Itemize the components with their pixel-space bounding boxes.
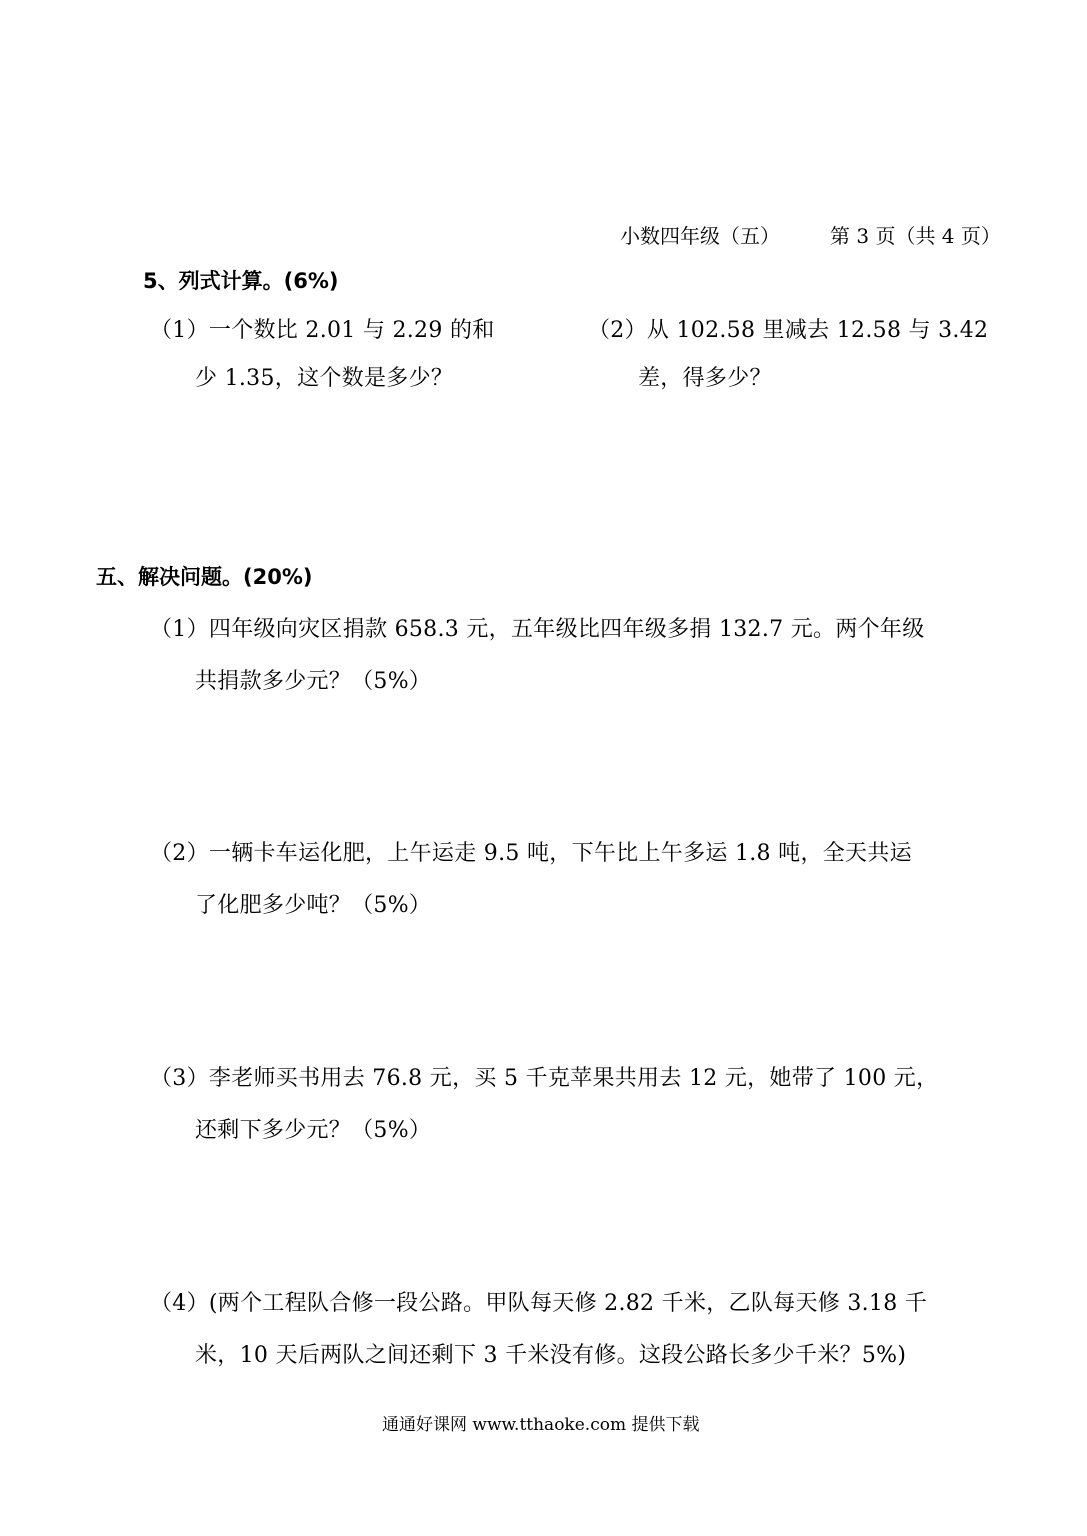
problem-3-line-1: （3）李老师买书用去 76.8 元，买 5 千克苹果共用去 12 元，她带了 100 元， <box>150 1066 939 1091</box>
problem-4-line-2: 米，10 天后两队之间还剩下 3 千米没有修。这段公路长多少千米？5%) <box>195 1343 907 1368</box>
header-title: 小数四年级（五） <box>620 224 780 248</box>
section-5-heading: 5、列式计算。(6%) <box>143 269 339 293</box>
header-page-number: 第 3 页（共 4 页） <box>830 224 1001 248</box>
question-5-1-line-2: 少 1.35，这个数是多少？ <box>195 366 454 391</box>
question-5-1-line-1: （1）一个数比 2.01 与 2.29 的和 <box>150 318 495 343</box>
question-5-2-line-2: 差，得多少？ <box>638 366 772 391</box>
problem-1-line-2: 共捐款多少元？（5%） <box>195 669 432 694</box>
problem-1-line-1: （1）四年级向灾区捐款 658.3 元，五年级比四年级多捐 132.7 元。两个年级 <box>150 617 925 642</box>
question-5-2-line-1: （2）从 102.58 里减去 12.58 与 3.42 <box>588 318 989 343</box>
problem-2-line-1: （2）一辆卡车运化肥，上午运走 9.5 吨，下午比上午多运 1.8 吨，全天共运 <box>150 841 912 866</box>
section-v-heading: 五、解决问题。(20%) <box>96 565 313 589</box>
footer-text: 通通好课网 www.tthaoke.com 提供下载 <box>382 1415 700 1435</box>
problem-3-line-2: 还剩下多少元？（5%） <box>195 1118 432 1143</box>
problem-2-line-2: 了化肥多少吨？（5%） <box>195 893 432 918</box>
problem-4-line-1: （4）(两个工程队合修一段公路。甲队每天修 2.82 千米，乙队每天修 3.18 千 <box>150 1291 928 1316</box>
